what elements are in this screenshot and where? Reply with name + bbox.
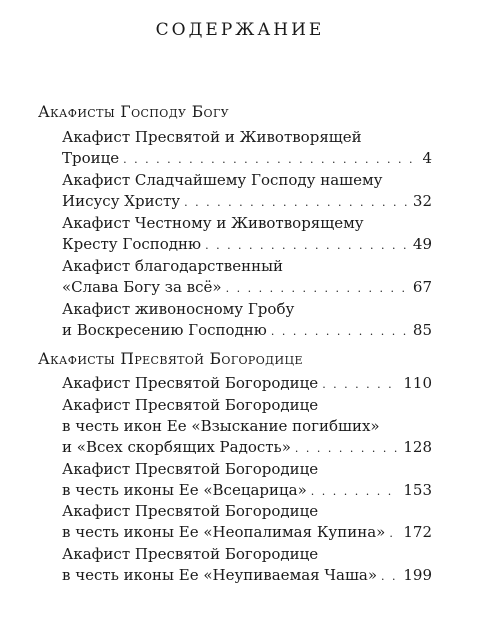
dot-leader <box>205 235 409 256</box>
toc-entry[interactable] <box>62 459 432 502</box>
page-number: 67 <box>412 278 432 296</box>
entry-last-line <box>62 277 432 299</box>
toc-entry[interactable] <box>62 395 432 459</box>
dot-leader <box>184 192 409 213</box>
toc-entry[interactable] <box>62 170 432 213</box>
entry-title-line: в честь иконы Ее «Неопалимая Купина» <box>62 523 386 541</box>
entry-title-line: «Слава Богу за всё» <box>62 278 222 296</box>
page-number: 153 <box>403 481 432 499</box>
dot-leader <box>295 438 399 459</box>
entry-last-line <box>62 234 432 256</box>
page-number: 4 <box>422 149 432 167</box>
section-heading-theotokos: Акафисты Пресвятой Богородице <box>38 350 303 368</box>
entry-title-line: Акафист благодарственный <box>62 257 284 275</box>
entry-title-line: Акафист Пресвятой Богородице <box>62 502 319 520</box>
dot-leader <box>123 149 418 170</box>
entry-last-line <box>62 373 432 395</box>
entry-title-line: Иисусу Христу <box>62 192 181 210</box>
entry-title-line: и «Всех скорбящих Радость» <box>62 438 291 456</box>
entry-title-line: Троице <box>62 149 120 167</box>
entry-last-line <box>62 320 432 342</box>
entry-title-line: и Воскресению Господню <box>62 321 267 339</box>
dot-leader <box>226 278 409 299</box>
entry-title-line: Акафист Пресвятой Богородице <box>62 545 319 563</box>
page-number: 199 <box>403 566 432 584</box>
entry-title-line: Акафист Пресвятой и Животворящей <box>62 128 362 146</box>
entry-title-line: Акафист Сладчайшему Господу нашему <box>62 171 383 189</box>
dot-leader <box>311 481 400 502</box>
entry-last-line <box>62 191 432 213</box>
entry-last-line <box>62 522 432 544</box>
section-heading-lord: Акафисты Господу Богу <box>38 103 229 121</box>
page-number: 32 <box>412 192 432 210</box>
entry-last-line <box>62 148 432 170</box>
toc-entry[interactable] <box>62 501 432 544</box>
entry-title-line: в честь иконы Ее «Всецарица» <box>62 481 307 499</box>
page-number: 128 <box>403 438 432 456</box>
entry-last-line <box>62 480 432 502</box>
entry-title-line: Акафист живоносному Гробу <box>62 300 295 318</box>
dot-leader <box>322 374 399 395</box>
entry-last-line <box>62 565 432 587</box>
toc-entry[interactable] <box>62 213 432 256</box>
toc-entry[interactable] <box>62 544 432 587</box>
entry-title-line: Акафист Честному и Животворящему <box>62 214 364 232</box>
toc-entry[interactable] <box>62 256 432 299</box>
toc-entry[interactable] <box>62 127 432 170</box>
toc-entry[interactable] <box>62 299 432 342</box>
entry-title-line: Кресту Господню <box>62 235 202 253</box>
page-number: 172 <box>403 523 432 541</box>
entry-title-line: Акафист Пресвятой Богородице <box>62 396 319 414</box>
page-number: 49 <box>412 235 432 253</box>
dot-leader <box>271 321 409 342</box>
entry-title-line: Акафист Пресвятой Богородице <box>62 460 319 478</box>
entry-title-line: в честь икон Ее «Взыскание погибших» <box>62 417 380 435</box>
dot-leader <box>389 523 399 544</box>
page-title: СОДЕРЖАНИЕ <box>155 20 325 40</box>
entry-title-line: в честь иконы Ее «Неупиваемая Чаша» <box>62 566 378 584</box>
dot-leader <box>381 566 399 587</box>
page-number: 85 <box>412 321 432 339</box>
entry-last-line <box>62 437 432 459</box>
page-number: 110 <box>403 374 432 392</box>
entry-title-line: Акафист Пресвятой Богородице <box>62 374 319 392</box>
toc-entry[interactable] <box>62 373 432 395</box>
